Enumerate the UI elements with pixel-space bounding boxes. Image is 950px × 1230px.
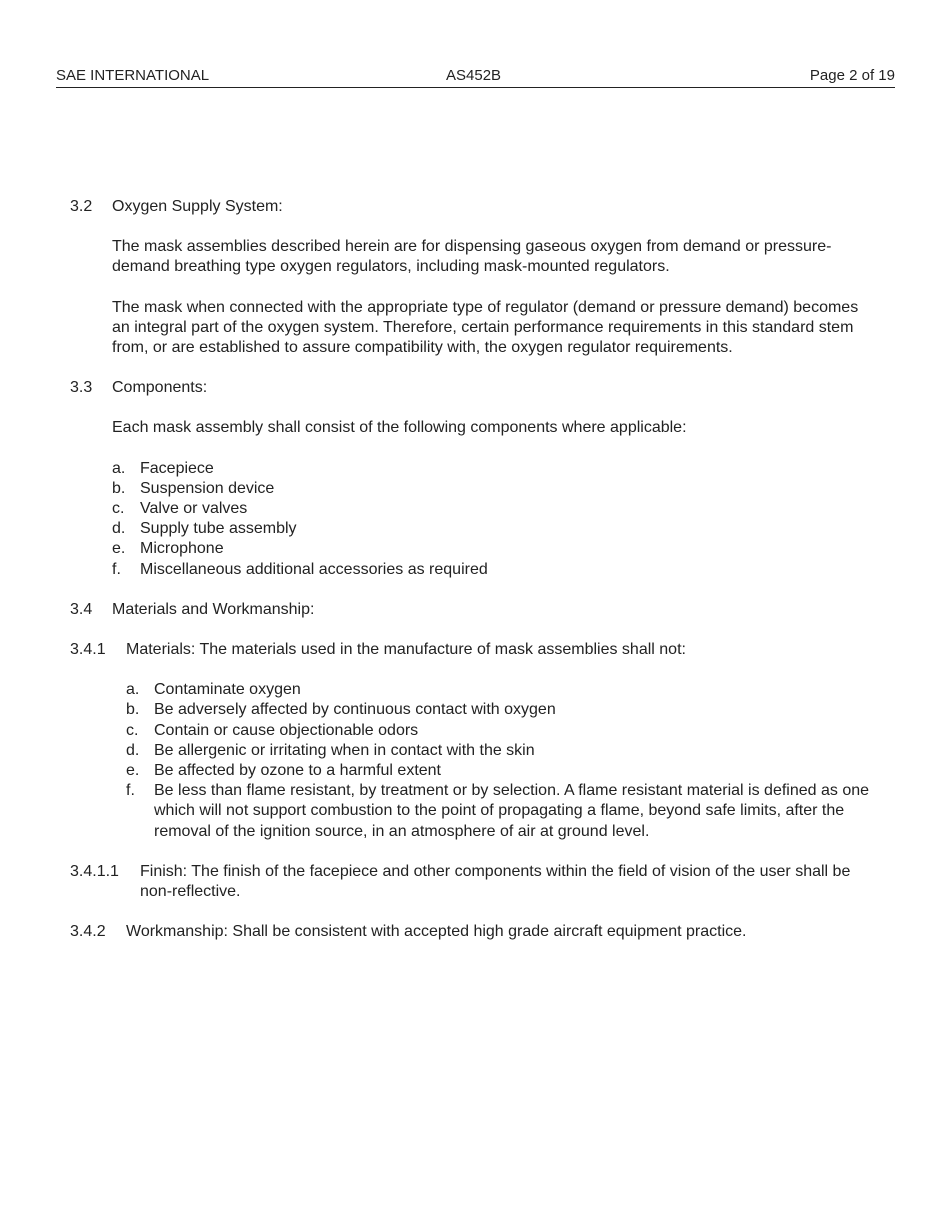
- section-3-3-intro: Each mask assembly shall consist of the following components where applicable:: [112, 419, 687, 437]
- list-item-text: Suspension device: [140, 479, 275, 497]
- list-marker: c.: [126, 721, 139, 739]
- list-item-text: Microphone: [140, 540, 224, 558]
- list-marker: b.: [126, 701, 140, 719]
- list-item: [126, 721, 870, 741]
- list-item-text: Valve or valves: [140, 500, 248, 518]
- section-number: 3.4: [70, 600, 93, 618]
- list-marker: b.: [112, 479, 126, 497]
- header-organization: SAE INTERNATIONAL: [56, 67, 210, 84]
- list-item-text: Be affected by ozone to a harmful extent: [154, 762, 441, 780]
- section-3-2-paragraph-1: The mask assemblies described herein are for dispensing gaseous oxygen from demand or pressure-demand breathing type oxygen regulators, including mask-mounted regulators.: [112, 238, 832, 276]
- section-text: Materials: The materials used in the manufacture of mask assemblies shall not:: [126, 641, 686, 659]
- section-3-2-paragraph-2: The mask when connected with the appropriate type of regulator (demand or pressure demand) becomes an integral part of the oxygen system. Therefore, certain performance requirements in this standard stem from, or are established to assure compatibility with, the oxygen regulator requirements.: [112, 298, 859, 357]
- list-item-text: Contaminate oxygen: [154, 681, 301, 699]
- section-title: Components:: [112, 379, 208, 397]
- list-marker: a.: [126, 681, 140, 699]
- section-number: 3.4.1.1: [70, 862, 119, 880]
- section-number: 3.4.2: [70, 923, 106, 941]
- section-number: 3.4.1: [70, 641, 106, 659]
- list-item-text: Miscellaneous additional accessories as required: [140, 560, 488, 578]
- section-title: Materials and Workmanship:: [112, 600, 315, 618]
- list-item: [126, 700, 870, 720]
- list-item: [112, 459, 870, 479]
- section-title: Oxygen Supply System:: [112, 198, 283, 215]
- list-item: [126, 781, 870, 842]
- list-marker: e.: [112, 540, 126, 558]
- list-marker: d.: [126, 741, 140, 759]
- list-item: [112, 479, 870, 499]
- section-3-3-heading: [70, 378, 870, 398]
- list-item: [112, 560, 870, 580]
- list-item-text: Be adversely affected by continuous contact with oxygen: [154, 701, 556, 719]
- section-3-2-heading: [70, 197, 870, 217]
- list-marker: c.: [112, 500, 125, 518]
- section-3-4-heading: [70, 600, 870, 620]
- list-item-text: Be allergenic or irritating when in contact with the skin: [154, 741, 535, 759]
- header-document-id: AS452B: [446, 67, 502, 84]
- section-text: Finish: The finish of the facepiece and other components within the field of vision of the user shall be non-reflective.: [140, 862, 851, 901]
- section-number: 3.3: [70, 379, 93, 397]
- list-item: [126, 741, 870, 761]
- list-item-text: Contain or cause objectionable odors: [154, 721, 419, 739]
- list-item-text: Be less than flame resistant, by treatment or by selection. A flame resistant material is defined as one which will not support combustion to the point of propagating a flame, beyond safe limits, after the removal of the ignition source, in an atmosphere of air at ground level.: [154, 782, 870, 840]
- section-text: Workmanship: Shall be consistent with accepted high grade aircraft equipment practice.: [126, 923, 747, 941]
- list-marker: a.: [112, 459, 126, 477]
- list-item: [126, 761, 870, 781]
- list-item: [112, 539, 870, 559]
- list-marker: d.: [112, 520, 126, 538]
- components-list: [112, 459, 870, 580]
- section-3-4-2: [70, 922, 870, 942]
- list-item-text: Supply tube assembly: [140, 520, 297, 538]
- section-number: 3.2: [70, 198, 93, 215]
- list-item: [112, 519, 870, 539]
- page-header: [56, 66, 895, 88]
- section-3-4-1: [70, 640, 870, 660]
- header-page-number: Page 2 of 19: [809, 67, 895, 84]
- materials-requirements-list: [126, 680, 870, 842]
- list-item: [126, 680, 870, 700]
- list-item: [112, 499, 870, 519]
- list-marker: f.: [126, 782, 135, 800]
- document-body: [70, 197, 870, 942]
- list-marker: f.: [112, 560, 121, 578]
- section-3-4-1-1: [70, 862, 870, 902]
- list-item-text: Facepiece: [140, 459, 214, 477]
- list-marker: e.: [126, 762, 140, 780]
